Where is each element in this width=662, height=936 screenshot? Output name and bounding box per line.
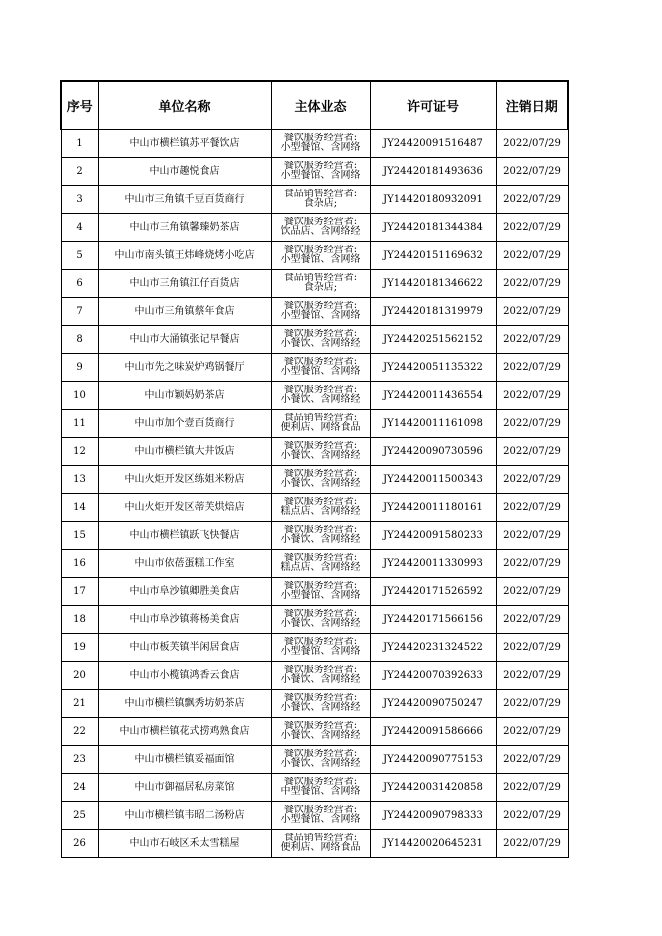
row-seq: 25 <box>61 802 98 830</box>
row-date: 2022/07/29 <box>496 550 568 578</box>
row-seq: 6 <box>61 270 98 298</box>
row-date: 2022/07/29 <box>496 158 568 186</box>
row-type-text <box>273 693 369 715</box>
row-license: JY24420091580233 <box>370 522 496 550</box>
row-type-text <box>273 833 369 855</box>
table-row <box>61 130 568 158</box>
table-row <box>61 186 568 214</box>
row-type-line1: 食品销售经营者: <box>283 832 358 843</box>
row-type-line2: 小型餐馆、含网络 <box>280 646 361 657</box>
header-seq: 序号 <box>61 81 98 130</box>
row-name: 中山市颖妈奶茶店 <box>98 382 271 410</box>
row-seq: 23 <box>61 746 98 774</box>
row-date: 2022/07/29 <box>496 354 568 382</box>
row-date: 2022/07/29 <box>496 634 568 662</box>
row-seq: 16 <box>61 550 98 578</box>
row-seq: 18 <box>61 606 98 634</box>
row-name: 中山市御福居私房菜馆 <box>98 774 271 802</box>
row-type <box>271 438 370 466</box>
row-type-line1: 餐饮服务经营者: <box>283 132 358 143</box>
row-type-line1: 食品销售经营者: <box>283 188 358 199</box>
row-type-text <box>273 553 369 575</box>
row-type-text <box>273 301 369 323</box>
row-type-text <box>273 329 369 351</box>
row-seq: 24 <box>61 774 98 802</box>
row-type-line2: 小餐饮、含网络经 <box>280 534 361 545</box>
row-license: JY24420090730596 <box>370 438 496 466</box>
row-date: 2022/07/29 <box>496 382 568 410</box>
row-date: 2022/07/29 <box>496 214 568 242</box>
header-row <box>61 81 568 130</box>
row-name: 中山市加个壹百货商行 <box>98 410 271 438</box>
row-seq: 7 <box>61 298 98 326</box>
row-type-line1: 餐饮服务经营者: <box>283 664 358 675</box>
row-type-line1: 餐饮服务经营者: <box>283 748 358 759</box>
row-type-text <box>273 525 369 547</box>
row-type-line2: 小餐饮、含网络经 <box>280 702 361 713</box>
row-type-text <box>273 413 369 435</box>
row-type-line2: 食杂店; <box>303 282 338 293</box>
table-row <box>61 606 568 634</box>
table-row <box>61 718 568 746</box>
row-type <box>271 214 370 242</box>
row-type <box>271 830 370 858</box>
row-type <box>271 746 370 774</box>
row-type-line2: 小型餐馆、含网络 <box>280 310 361 321</box>
row-type <box>271 354 370 382</box>
row-type-text <box>273 385 369 407</box>
table-row <box>61 466 568 494</box>
row-license: JY24420070392633 <box>370 662 496 690</box>
row-name: 中山市阜沙镇卿胜美食店 <box>98 578 271 606</box>
row-type-line2: 饮品店、含网络经 <box>280 226 361 237</box>
row-type-line2: 小型餐馆、含网络 <box>280 366 361 377</box>
row-type-line2: 小型餐馆、含网络 <box>280 254 361 265</box>
table-row <box>61 634 568 662</box>
table-row <box>61 410 568 438</box>
row-name: 中山市横栏镇苏平餐饮店 <box>98 130 271 158</box>
row-type-line2: 小餐饮、含网络经 <box>280 730 361 741</box>
row-name: 中山市横栏镇妥福面馆 <box>98 746 271 774</box>
table-row <box>61 830 568 858</box>
header-type: 主体业态 <box>271 81 370 130</box>
row-license: JY24420091516487 <box>370 130 496 158</box>
row-license: JY24420011330993 <box>370 550 496 578</box>
row-date: 2022/07/29 <box>496 186 568 214</box>
row-type-line2: 小餐饮、含网络经 <box>280 674 361 685</box>
row-type-text <box>273 721 369 743</box>
row-type-text <box>273 217 369 239</box>
row-name: 中山市三角镇蔡年食店 <box>98 298 271 326</box>
row-type <box>271 690 370 718</box>
row-name: 中山火炬开发区练姐米粉店 <box>98 466 271 494</box>
row-license: JY24420090750247 <box>370 690 496 718</box>
row-type <box>271 718 370 746</box>
table-row <box>61 662 568 690</box>
row-type-text <box>273 665 369 687</box>
header-date: 注销日期 <box>496 81 568 130</box>
row-seq: 2 <box>61 158 98 186</box>
row-seq: 1 <box>61 130 98 158</box>
row-license: JY24420011180161 <box>370 494 496 522</box>
row-type-text <box>273 357 369 379</box>
table-row <box>61 326 568 354</box>
row-name: 中山市横栏镇飘秀坊奶茶店 <box>98 690 271 718</box>
row-type-line1: 食品销售经营者: <box>283 412 358 423</box>
row-type-line2: 小型餐馆、含网络 <box>280 142 361 153</box>
row-type-line1: 食品销售经营者: <box>283 272 358 283</box>
row-seq: 3 <box>61 186 98 214</box>
table-row <box>61 214 568 242</box>
row-type-line2: 小餐饮、含网络经 <box>280 394 361 405</box>
row-date: 2022/07/29 <box>496 690 568 718</box>
row-type-text <box>273 777 369 799</box>
row-type-line1: 餐饮服务经营者: <box>283 636 358 647</box>
row-type-text <box>273 749 369 771</box>
row-date: 2022/07/29 <box>496 802 568 830</box>
row-name: 中山市阜沙镇蒋杨美食店 <box>98 606 271 634</box>
row-name: 中山市石岐区禾太雪糕屋 <box>98 830 271 858</box>
row-type-line1: 餐饮服务经营者: <box>283 384 358 395</box>
row-type <box>271 186 370 214</box>
row-license: JY24420171526592 <box>370 578 496 606</box>
table-row <box>61 494 568 522</box>
row-type-line1: 餐饮服务经营者: <box>283 720 358 731</box>
row-type-line2: 小型餐馆、含网络 <box>280 590 361 601</box>
row-type-line2: 小型餐馆、含网络 <box>280 814 361 825</box>
row-name: 中山市先之味炭炉鸡锅餐厅 <box>98 354 271 382</box>
row-type-line1: 餐饮服务经营者: <box>283 244 358 255</box>
row-seq: 17 <box>61 578 98 606</box>
row-type <box>271 494 370 522</box>
row-name: 中山市依蓓蛋糕工作室 <box>98 550 271 578</box>
row-type-line2: 糕点店、含网络经 <box>280 562 361 573</box>
row-type-text <box>273 133 369 155</box>
row-date: 2022/07/29 <box>496 270 568 298</box>
row-date: 2022/07/29 <box>496 718 568 746</box>
row-seq: 22 <box>61 718 98 746</box>
row-type-line2: 小型餐馆、含网络 <box>280 170 361 181</box>
row-license: JY14420180932091 <box>370 186 496 214</box>
row-type-line1: 餐饮服务经营者: <box>283 692 358 703</box>
row-type-line1: 餐饮服务经营者: <box>283 468 358 479</box>
row-name: 中山市横栏镇大井饭店 <box>98 438 271 466</box>
row-type-text <box>273 497 369 519</box>
row-type <box>271 130 370 158</box>
table-row <box>61 578 568 606</box>
row-license: JY24420151169632 <box>370 242 496 270</box>
row-type-line2: 小餐饮、含网络经 <box>280 478 361 489</box>
table-row <box>61 354 568 382</box>
row-type-text <box>273 273 369 295</box>
row-type <box>271 410 370 438</box>
table-header <box>61 81 568 130</box>
row-type-text <box>273 637 369 659</box>
row-seq: 9 <box>61 354 98 382</box>
table-row <box>61 298 568 326</box>
row-seq: 12 <box>61 438 98 466</box>
table-body <box>61 130 568 858</box>
row-name: 中山市三角镇江仔百货店 <box>98 270 271 298</box>
row-seq: 20 <box>61 662 98 690</box>
row-name: 中山市横栏镇花式捞鸡熟食店 <box>98 718 271 746</box>
row-license: JY24420231324522 <box>370 634 496 662</box>
spreadsheet-page <box>60 80 567 858</box>
row-date: 2022/07/29 <box>496 830 568 858</box>
row-name: 中山市小榄镇鸿香云食店 <box>98 662 271 690</box>
row-type <box>271 466 370 494</box>
row-type-line1: 餐饮服务经营者: <box>283 216 358 227</box>
table-row <box>61 522 568 550</box>
row-license: JY14420181346622 <box>370 270 496 298</box>
header-name: 单位名称 <box>98 81 271 130</box>
table-row <box>61 690 568 718</box>
row-seq: 15 <box>61 522 98 550</box>
row-seq: 4 <box>61 214 98 242</box>
row-type-text <box>273 469 369 491</box>
row-name: 中山火炬开发区蒂芙烘焙店 <box>98 494 271 522</box>
row-name: 中山市趣悦食店 <box>98 158 271 186</box>
row-type-line1: 餐饮服务经营者: <box>283 356 358 367</box>
row-type <box>271 270 370 298</box>
row-date: 2022/07/29 <box>496 494 568 522</box>
row-seq: 13 <box>61 466 98 494</box>
row-type-line2: 小餐饮、含网络经 <box>280 618 361 629</box>
row-date: 2022/07/29 <box>496 298 568 326</box>
row-type <box>271 606 370 634</box>
row-type-line1: 餐饮服务经营者: <box>283 160 358 171</box>
row-type-line1: 餐饮服务经营者: <box>283 328 358 339</box>
row-type-line2: 小餐饮、含网络经 <box>280 338 361 349</box>
row-license: JY24420181493636 <box>370 158 496 186</box>
row-type-line2: 便利店、网络食品 <box>280 842 361 853</box>
row-name: 中山市南头镇王炜峰烧烤小吃店 <box>98 242 271 270</box>
row-license: JY24420031420858 <box>370 774 496 802</box>
row-type-text <box>273 245 369 267</box>
row-license: JY24420051135322 <box>370 354 496 382</box>
row-type-line1: 餐饮服务经营者: <box>283 776 358 787</box>
table-row <box>61 158 568 186</box>
row-type-line1: 餐饮服务经营者: <box>283 496 358 507</box>
row-type-line1: 餐饮服务经营者: <box>283 524 358 535</box>
header-license: 许可证号 <box>370 81 496 130</box>
row-name: 中山市大涌镇张记早餐店 <box>98 326 271 354</box>
table-row <box>61 802 568 830</box>
row-type-text <box>273 189 369 211</box>
row-type <box>271 298 370 326</box>
row-type <box>271 158 370 186</box>
row-license: JY24420011436554 <box>370 382 496 410</box>
table-row <box>61 774 568 802</box>
row-type <box>271 522 370 550</box>
row-seq: 14 <box>61 494 98 522</box>
row-license: JY24420011500343 <box>370 466 496 494</box>
table-row <box>61 746 568 774</box>
row-name: 中山市三角镇千豆百货商行 <box>98 186 271 214</box>
row-license: JY24420090798333 <box>370 802 496 830</box>
row-type-line2: 食杂店; <box>303 198 338 209</box>
table-row <box>61 242 568 270</box>
row-seq: 21 <box>61 690 98 718</box>
row-date: 2022/07/29 <box>496 774 568 802</box>
cancellation-table <box>60 80 569 858</box>
row-license: JY24420171566156 <box>370 606 496 634</box>
row-license: JY24420181344384 <box>370 214 496 242</box>
row-license: JY24420251562152 <box>370 326 496 354</box>
row-type-line2: 便利店、网络食品 <box>280 422 361 433</box>
row-type-line1: 餐饮服务经营者: <box>283 804 358 815</box>
row-type <box>271 578 370 606</box>
row-type <box>271 242 370 270</box>
row-name: 中山市横栏镇韦昭二汤粉店 <box>98 802 271 830</box>
row-type-text <box>273 161 369 183</box>
row-type-line2: 糕点店、含网络经 <box>280 506 361 517</box>
row-type-line2: 小餐饮、含网络经 <box>280 758 361 769</box>
row-type-line2: 小餐饮、含网络经 <box>280 450 361 461</box>
row-type-line1: 餐饮服务经营者: <box>283 440 358 451</box>
table-row <box>61 438 568 466</box>
row-type <box>271 662 370 690</box>
row-type-text <box>273 609 369 631</box>
row-type-text <box>273 805 369 827</box>
row-date: 2022/07/29 <box>496 578 568 606</box>
row-type <box>271 550 370 578</box>
row-seq: 11 <box>61 410 98 438</box>
row-type-line1: 餐饮服务经营者: <box>283 580 358 591</box>
row-seq: 19 <box>61 634 98 662</box>
row-seq: 10 <box>61 382 98 410</box>
row-date: 2022/07/29 <box>496 438 568 466</box>
row-seq: 5 <box>61 242 98 270</box>
row-type-line2: 中型餐馆、含网络 <box>280 786 361 797</box>
row-date: 2022/07/29 <box>496 522 568 550</box>
row-date: 2022/07/29 <box>496 662 568 690</box>
row-type <box>271 326 370 354</box>
row-type-text <box>273 581 369 603</box>
row-date: 2022/07/29 <box>496 242 568 270</box>
row-license: JY24420181319979 <box>370 298 496 326</box>
row-name: 中山市三角镇馨臻奶茶店 <box>98 214 271 242</box>
row-license: JY14420020645231 <box>370 830 496 858</box>
row-date: 2022/07/29 <box>496 326 568 354</box>
row-license: JY14420011161098 <box>370 410 496 438</box>
row-type-line1: 餐饮服务经营者: <box>283 552 358 563</box>
row-date: 2022/07/29 <box>496 606 568 634</box>
row-date: 2022/07/29 <box>496 746 568 774</box>
row-name: 中山市横栏镇跃飞快餐店 <box>98 522 271 550</box>
row-seq: 26 <box>61 830 98 858</box>
table-row <box>61 382 568 410</box>
row-type <box>271 802 370 830</box>
row-type-line1: 餐饮服务经营者: <box>283 300 358 311</box>
row-date: 2022/07/29 <box>496 130 568 158</box>
row-license: JY24420091586666 <box>370 718 496 746</box>
table-row <box>61 550 568 578</box>
row-seq: 8 <box>61 326 98 354</box>
row-type <box>271 634 370 662</box>
row-date: 2022/07/29 <box>496 466 568 494</box>
row-type-line1: 餐饮服务经营者: <box>283 608 358 619</box>
row-type <box>271 382 370 410</box>
table-row <box>61 270 568 298</box>
row-type <box>271 774 370 802</box>
row-type-text <box>273 441 369 463</box>
row-date: 2022/07/29 <box>496 410 568 438</box>
row-name: 中山市板芙镇半闲居食店 <box>98 634 271 662</box>
row-license: JY24420090775153 <box>370 746 496 774</box>
